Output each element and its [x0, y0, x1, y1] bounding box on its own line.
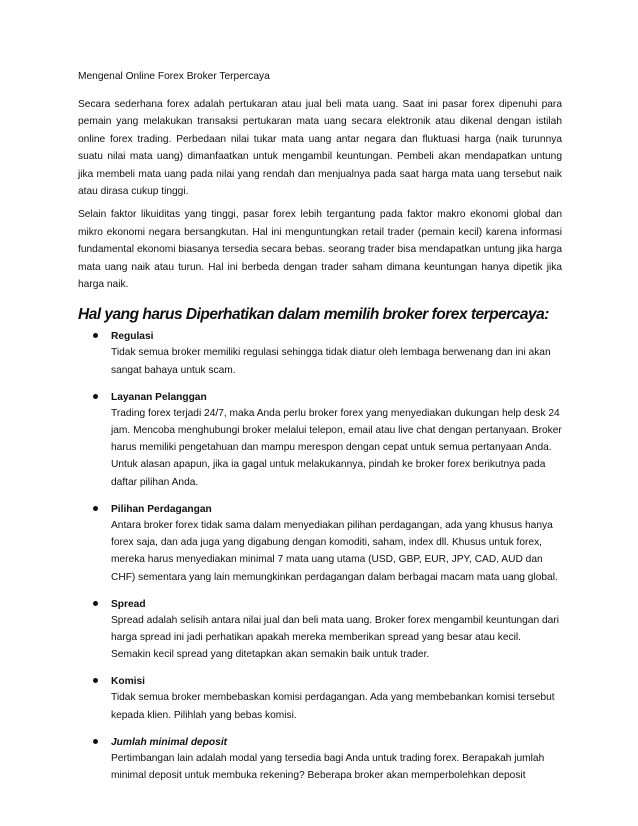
- item-title: Komisi: [111, 676, 145, 688]
- list-item-layanan-pelanggan: [78, 390, 562, 491]
- bullet-icon: [93, 678, 98, 683]
- list-item-pilihan-perdagangan: [78, 502, 562, 586]
- document-page: [78, 70, 562, 795]
- list-item-jumlah-minimal-deposit: [78, 735, 562, 784]
- item-body: Pertimbangan lain adalah modal yang tersedia bagi Anda untuk trading forex. Berapakah jumlah minimal deposit untuk membuka rekening? Beberapa broker akan memperbolehkan deposit: [111, 752, 545, 781]
- item-body: Tidak semua broker memiliki regulasi sehingga tidak diatur oleh lembaga berwenang dan ini akan sangat bahaya untuk scam.: [111, 347, 551, 376]
- item-body: Antara broker forex tidak sama dalam menyediakan pilihan perdagangan, ada yang khusus hanya forex saja, dan ada juga yang digabung dengan komoditi, saham, index dll. Khusus untuk forex, mereka harus menyediakan minimal 7 mata uang utama (USD, GBP, EUR, JPY, CAD, AUD dan CHF) sementara yang lain memungkinkan perdagangan dalam berbagai macam mata uang global.: [111, 519, 558, 583]
- item-body: Tidak semua broker membebaskan komisi perdagangan. Ada yang membebankan komisi tersebut kepada klien. Pilihlah yang bebas komisi.: [111, 692, 555, 721]
- criteria-list: [78, 329, 562, 784]
- bullet-icon: [93, 739, 98, 744]
- bullet-icon: [93, 506, 98, 511]
- item-title: Spread: [111, 598, 146, 610]
- item-body: Spread adalah selisih antara nilai jual dan beli mata uang. Broker forex mengambil keuntungan dari harga spread ini jadi perhatikan apakah mereka memberikan spread yang besar atau kecil. Semakin kecil spread yang ditetapkan akan semakin baik untuk trader.: [111, 614, 559, 661]
- list-item-spread: [78, 597, 562, 664]
- bullet-icon: [93, 601, 98, 606]
- intro-paragraph: Secara sederhana forex adalah pertukaran atau jual beli mata uang. Saat ini pasar forex dipenuhi para pemain yang melakukan transaksi pertukaran mata uang secara elektronik atau dikenal dengan istilah online forex trading. Perbedaan nilai tukar mata uang antar negara dan fluktuasi harga (naik turunnya suatu nilai mata uang) dimanfaatkan untuk mengambil keuntungan. Pembeli akan mendapatkan untung jika membeli mata uang pada nilai yang rendah dan menjualnya pada saat harga mata uang tersebut naik atau dirasa cukup tinggi.: [78, 99, 562, 198]
- item-body: Trading forex terjadi 24/7, maka Anda perlu broker forex yang menyediakan dukungan help desk 24 jam. Mencoba menghubungi broker melalui telepon, email atau live chat dengan pertanyaan. Broker harus memiliki pengetahuan dan mampu merespon dengan cepat untuk semua pertanyaan Anda. Untuk alasan apapun, jika ia gagal untuk melakukannya, pindah ke broker forex berikutnya pada daftar pilihan Anda.: [111, 407, 562, 488]
- list-item-komisi: [78, 674, 562, 723]
- bullet-icon: [93, 394, 98, 399]
- item-title: Pilihan Perdagangan: [111, 503, 212, 515]
- bullet-icon: [93, 333, 98, 338]
- liquidity-paragraph: Selain faktor likuiditas yang tinggi, pasar forex lebih tergantung pada faktor makro ekonomi global dan mikro ekonomi negara bersangkutan. Hal ini menguntungkan retail trader (pemain kecil) karena informasi fundamental ekonomi biasanya tersedia secara bebas. seorang trader bisa mendapatkan untung jika harga mata uang naik atau turun. Hal ini berbeda dengan trader saham dimana keuntungan hanya dipetik jika harga naik.: [78, 209, 562, 291]
- list-item-regulasi: [78, 329, 562, 378]
- item-title: Layanan Pelanggan: [111, 391, 207, 403]
- item-title: Jumlah minimal deposit: [111, 736, 228, 748]
- section-heading: Hal yang harus Diperhatikan dalam memilih broker forex terpercaya:: [78, 306, 549, 324]
- document-title: Mengenal Online Forex Broker Terpercaya: [78, 71, 270, 82]
- item-title: Regulasi: [111, 331, 154, 343]
